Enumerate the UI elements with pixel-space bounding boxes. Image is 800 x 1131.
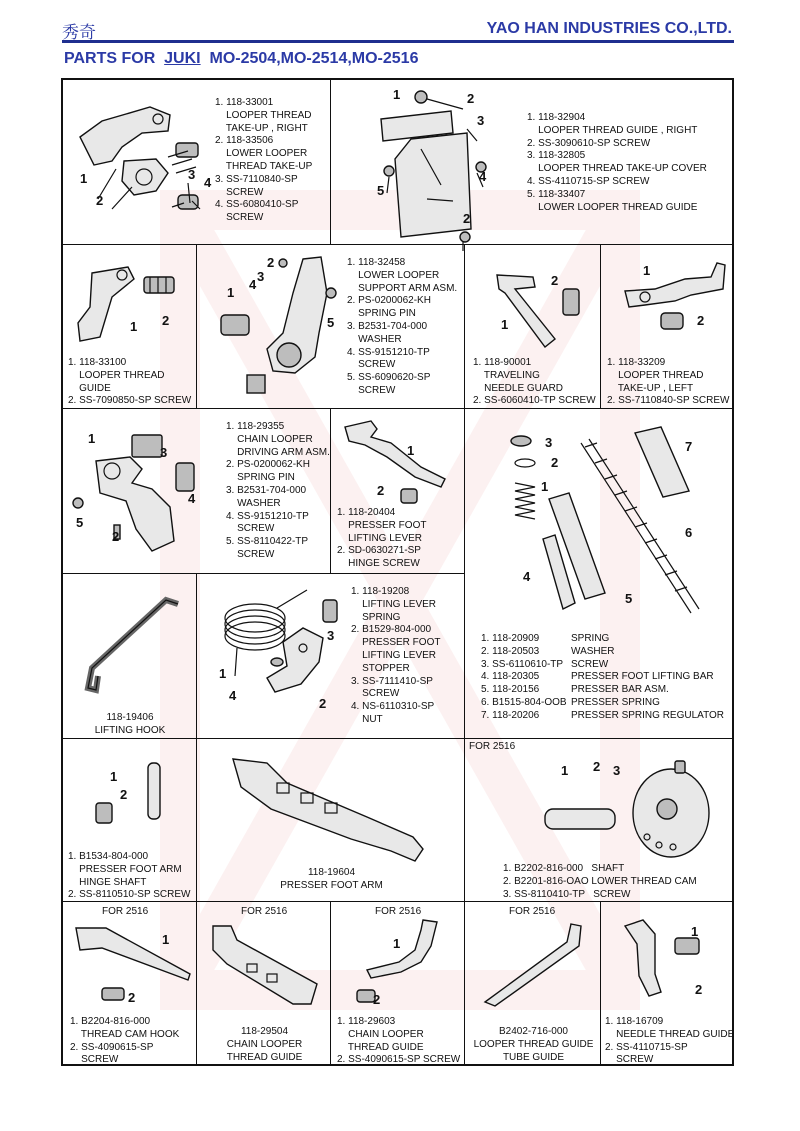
callout-2: 2 (695, 982, 703, 997)
cell-presser-foot-lifting-lever (330, 408, 465, 574)
part-list: 118-19406 LIFTING HOOK (94, 712, 166, 736)
header-bar (62, 16, 734, 43)
title-brand: JUKI (164, 50, 201, 67)
callout-1: 1 (88, 431, 96, 446)
part-list: B2402-716-000 LOOPER THREAD GUIDE TUBE GUIDE (473, 1026, 594, 1063)
chain-looper-guide-icon (207, 920, 327, 1010)
cell-traveling-needle-guard (464, 244, 601, 409)
callout-4: 4 (479, 169, 487, 184)
callout-3: 3 (545, 435, 553, 450)
part-names: SPRING WASHER SCREW PRESSER FOOT LIFTING BAR PRESSER BAR ASM. PRESSER SPRING PRESSER SPRING REGULATOR (571, 633, 724, 721)
callout-1: 1 (393, 87, 401, 102)
callout-2: 2 (377, 483, 385, 498)
part-list: 1. 118-16709 NEEDLE THREAD GUIDE 2. SS-4110715-SP SCREW (605, 1016, 735, 1066)
callout-2: 2 (112, 529, 120, 544)
cell-chain-looper-thread-guide-b (330, 901, 465, 1066)
callout-2: 2 (120, 787, 128, 802)
callout-2: 2 (162, 313, 170, 328)
title-models: MO-2504,MO-2514,MO-2516 (209, 50, 419, 67)
callout-5: 5 (76, 515, 84, 530)
cell-lifting-hook (61, 573, 197, 739)
part-list: 1. 118-20404 PRESSER FOOT LIFTING LEVER 2. SD-0630271-SP HINGE SCREW (337, 507, 427, 570)
callout-3: 3 (257, 269, 265, 284)
callout-2: 2 (551, 273, 559, 288)
callout-1: 1 (80, 171, 88, 186)
part-list: 1. B1534-804-000 PRESSER FOOT ARM HINGE SHAFT 2. SS-8110510-SP SCREW (68, 851, 191, 901)
callout-6: 6 (685, 525, 693, 540)
part-list: 1. 118-90001 TRAVELING NEEDLE GUARD 2. SS-6060410-TP SCREW (473, 357, 596, 407)
callout-1: 1 (501, 317, 509, 332)
callout-1: 1 (691, 924, 699, 939)
callout-2: 2 (267, 255, 275, 270)
part-list: 1. 118-32458 LOWER LOOPER SUPPORT ARM ASM. 2. PS-0200062-KH SPRING PIN 3. B2531-704-000 WASHER 4. SS-9151210-TP SCREW 5. SS-6090620-SP SCREW (347, 257, 458, 396)
cell-chain-looper-driving-arm (61, 408, 331, 574)
callout-2: 2 (96, 193, 104, 208)
callout-2: 2 (551, 455, 559, 470)
cell-thread-cam-hook (61, 901, 197, 1066)
title-prefix: PARTS FOR (64, 50, 156, 67)
cell-chain-looper-thread-guide-a (196, 901, 331, 1066)
callout-1: 1 (541, 479, 549, 494)
callout-1: 1 (227, 285, 235, 300)
part-list: 1. 118-33209 LOOPER THREAD TAKE-UP , LEFT 2. SS-7110840-SP SCREW (607, 357, 730, 407)
presser-foot-arm-icon (227, 753, 447, 863)
tube-guide-icon (475, 920, 595, 1010)
callout-4: 4 (188, 491, 196, 506)
callout-5: 5 (377, 183, 385, 198)
callout-2: 2 (319, 696, 327, 711)
page-title (64, 50, 418, 68)
cell-looper-thread-guide (61, 244, 197, 409)
callout-2: 2 (593, 759, 601, 774)
company-name: YAO HAN INDUSTRIES CO.,LTD. (486, 20, 732, 37)
brand-chinese: 秀奇 (62, 23, 96, 43)
callout-1: 1 (643, 263, 651, 278)
part-list: 1. 118-33100 LOOPER THREAD GUIDE 2. SS-7090850-SP SCREW (68, 357, 192, 407)
callout-1: 1 (219, 666, 227, 681)
cell-lifting-lever-spring (196, 573, 465, 739)
callout-2: 2 (697, 313, 705, 328)
callout-3: 3 (613, 763, 621, 778)
callout-4: 4 (229, 688, 237, 703)
callout-2: 2 (463, 211, 471, 226)
part-list: 118-29504 CHAIN LOOPER THREAD GUIDE (226, 1026, 303, 1063)
callout-3: 3 (160, 445, 168, 460)
part-numbers: 1. 118-20909 2. 118-20503 3. SS-6110610-TP 4. 118-20305 5. 118-20156 6. B1515-804-OOB 7. 118-20206 (481, 633, 567, 721)
part-list: 1. 118-19208 LIFTING LEVER SPRING 2. B1529-804-000 PRESSER FOOT LIFTING LEVER STOPPER 3. SS-7111410-SP SCREW 4. NS-6110310-SP NUT (351, 586, 441, 725)
variant-tag: FOR 2516 (375, 906, 422, 917)
callout-3: 3 (188, 167, 196, 182)
part-list: 1. B2204-816-000 THREAD CAM HOOK 2. SS-4090615-SP SCREW (70, 1016, 180, 1066)
part-list: 1. 118-33001 LOOPER THREAD TAKE-UP , RIGHT 2. 118-33506 LOWER LOOPER THREAD TAKE-UP 3. SS-7110840-SP SCREW 4. SS-6080410-SP SCREW (215, 97, 313, 224)
callout-5: 5 (327, 315, 335, 330)
variant-tag: FOR 2516 (241, 906, 288, 917)
part-list: 1. 118-32904 LOOPER THREAD GUIDE , RIGHT 2. SS-3090610-SP SCREW 3. 118-32805 LOOPER THREAD TAKE-UP COVER 4. SS-4110715-SP SCREW 5. 118-33407 LOWER LOOPER THREAD GUIDE (527, 112, 707, 213)
callout-4: 4 (523, 569, 531, 584)
cell-lower-looper-support-arm (196, 244, 465, 409)
callout-1: 1 (407, 443, 415, 458)
cell-looper-thread-guide-right (330, 78, 734, 245)
variant-tag: FOR 2516 (469, 741, 516, 752)
cell-looper-take-up-left (600, 244, 734, 409)
callout-1: 1 (130, 319, 138, 334)
callout-1: 1 (110, 769, 118, 784)
callout-7: 7 (685, 439, 693, 454)
callout-5: 5 (625, 591, 633, 606)
callout-2: 2 (467, 91, 475, 106)
part-list: 1. 118-29603 CHAIN LOOPER THREAD GUIDE 2. SS-4090615-SP SCREW (337, 1016, 461, 1066)
cell-presser-bar-assembly (464, 408, 734, 739)
callout-2: 2 (373, 992, 381, 1007)
callout-4: 4 (204, 175, 212, 190)
lifting-hook-icon (82, 592, 192, 702)
cell-presser-foot-arm (196, 738, 465, 902)
part-list: 118-19604 PRESSER FOOT ARM (280, 867, 383, 891)
callout-4: 4 (249, 277, 257, 292)
callout-1: 1 (561, 763, 569, 778)
callout-2: 2 (128, 990, 136, 1005)
cell-looper-thread-guide-tube (464, 901, 601, 1066)
variant-tag: FOR 2516 (102, 906, 149, 917)
variant-tag: FOR 2516 (509, 906, 556, 917)
callout-3: 3 (327, 628, 335, 643)
callout-3: 3 (477, 113, 485, 128)
callout-1: 1 (162, 932, 170, 947)
callout-1: 1 (393, 936, 401, 951)
cell-lower-thread-cam (464, 738, 734, 902)
cell-needle-thread-guide (600, 901, 734, 1066)
part-list: 1. 118-29355 CHAIN LOOPER DRIVING ARM ASM. 2. PS-0200062-KH SPRING PIN 3. B2531-704-000 WASHER 4. SS-9151210-TP SCREW 5. SS-8110422-TP SCREW (226, 421, 330, 560)
part-list: 1. B2202-816-000 SHAFT 2. B2201-816-OAO LOWER THREAD CAM 3. SS-8110410-TP SCREW (503, 863, 697, 900)
cell-looper-take-up-right (61, 78, 331, 245)
cell-presser-foot-arm-hinge-shaft (61, 738, 197, 902)
